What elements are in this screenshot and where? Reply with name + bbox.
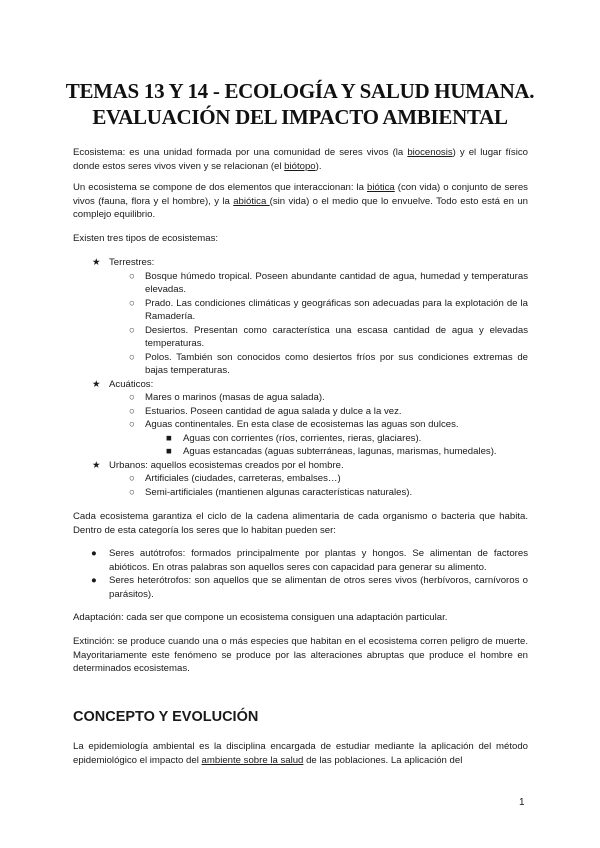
star-bullet-icon: ★ bbox=[92, 378, 101, 390]
list-subitem: ○ Polos. También son conocidos como desiertos fríos por sus condiciones extremas de bajas temperaturas. bbox=[129, 351, 528, 376]
paragraph-adaptacion: Adaptación: cada ser que compone un ecosistema consiguen una adaptación particular. bbox=[73, 612, 448, 623]
star-bullet-icon: ★ bbox=[92, 459, 101, 471]
circle-bullet-icon: ○ bbox=[129, 392, 135, 403]
list-item-acuaticos: ★ Acuáticos: bbox=[92, 378, 154, 390]
list-subsubitem: ■ Aguas estancadas (aguas subterráneas, lagunas, marismas, humedales). bbox=[166, 446, 497, 457]
circle-bullet-icon: ○ bbox=[129, 405, 135, 417]
page-title bbox=[60, 78, 540, 130]
paragraph-elementos: Un ecosistema se compone de dos elementos que interaccionan: la biótica (con vida) o conjunto de seres vivos (fauna, flora y el hombre), y la abiótica (sin vida) o el medio que lo envuelve. Todo esto está en un complejo equilibrio. bbox=[73, 182, 528, 220]
circle-bullet-icon: ○ bbox=[129, 351, 135, 363]
section-heading: CONCEPTO Y EVOLUCIÓN bbox=[73, 709, 259, 725]
list-item-terrestres: ★ Terrestres: bbox=[92, 257, 155, 268]
ecosystem-types-list bbox=[73, 256, 528, 499]
circle-bullet-icon: ○ bbox=[129, 419, 135, 430]
paragraph-epidemiologia: La epidemiología ambiental es la disciplina encargada de estudiar mediante la aplicación del método epidemiológico el impacto del ambiente sobre la salud de las poblaciones. La aplicación del bbox=[73, 741, 528, 766]
list-subitem: ○ Semi-artificiales (mantienen algunas características naturales). bbox=[129, 486, 413, 498]
list-subitem: ○ Desiertos. Presentan como característica una escasa cantidad de agua y elevadas temperaturas. bbox=[129, 324, 528, 349]
dot-bullet-icon: ● bbox=[91, 548, 97, 559]
circle-bullet-icon: ○ bbox=[129, 324, 135, 336]
paragraph-ecosistema: Ecosistema: es una unidad formada por una comunidad de seres vivos (la biocenosis) y el lugar físico donde estos seres vivos viven y se relacionan (el biótopo). bbox=[73, 147, 528, 172]
list-item-urbanos: ★ Urbanos: aquellos ecosistemas creados por el hombre. bbox=[92, 459, 344, 471]
list-item-autotrofos: ● Seres autótrofos: formados principalmente por plantas y hongos. Se alimentan de factores abióticos. En otras palabras son aquellos seres con capacidad para generar su alimento. bbox=[91, 548, 528, 573]
list-subitem: ○ Mares o marinos (masas de agua salada). bbox=[129, 392, 325, 403]
list-item-heterotrofos: ● Seres heterótrofos: son aquellos que se alimentan de otros seres vivos (herbívoros, carnívoros o parásitos). bbox=[91, 575, 528, 600]
list-subitem: ○ Estuarios. Poseen cantidad de agua salada y dulce a la vez. bbox=[129, 405, 402, 417]
square-bullet-icon: ■ bbox=[166, 446, 172, 457]
list-subitem: ○ Aguas continentales. En esta clase de ecosistemas las aguas son dulces. bbox=[129, 419, 459, 430]
circle-bullet-icon: ○ bbox=[129, 297, 135, 309]
star-bullet-icon: ★ bbox=[92, 257, 101, 268]
title-line-1: TEMAS 13 Y 14 - ECOLOGÍA Y SALUD HUMANA. bbox=[65, 79, 535, 103]
dot-bullet-icon: ● bbox=[91, 575, 97, 586]
title-line-2: EVALUACIÓN DEL IMPACTO AMBIENTAL bbox=[92, 105, 508, 129]
list-subitem: ○ Prado. Las condiciones climáticas y geográficas son adecuadas para la explotación de la Ramadería. bbox=[129, 297, 528, 322]
circle-bullet-icon: ○ bbox=[129, 486, 135, 498]
seres-list bbox=[73, 547, 528, 601]
paragraph-cadena: Cada ecosistema garantiza el ciclo de la cadena alimentaria de cada organismo o bacteria que habita. Dentro de esta categoría los seres que lo habitan pueden ser: bbox=[73, 511, 528, 536]
list-subitem: ○ Bosque húmedo tropical. Poseen abundante cantidad de agua, humedad y temperaturas elevadas. bbox=[129, 270, 528, 295]
paragraph-extincion: Extinción: se produce cuando una o más especies que habitan en el ecosistema corren peligro de muerte. Mayoritariamente este fenómeno se produce por las alteraciones abruptas que produce el hombre en determinados ecosistemas. bbox=[73, 636, 528, 674]
circle-bullet-icon: ○ bbox=[129, 270, 135, 282]
square-bullet-icon: ■ bbox=[166, 432, 172, 444]
page-number: 1 bbox=[519, 797, 525, 808]
circle-bullet-icon: ○ bbox=[129, 473, 135, 484]
paragraph-tipos: Existen tres tipos de ecosistemas: bbox=[73, 233, 219, 244]
list-subitem: ○ Artificiales (ciudades, carreteras, embalses…) bbox=[129, 473, 341, 484]
list-subsubitem: ■ Aguas con corrientes (ríos, corrientes, rieras, glaciares). bbox=[166, 432, 422, 444]
